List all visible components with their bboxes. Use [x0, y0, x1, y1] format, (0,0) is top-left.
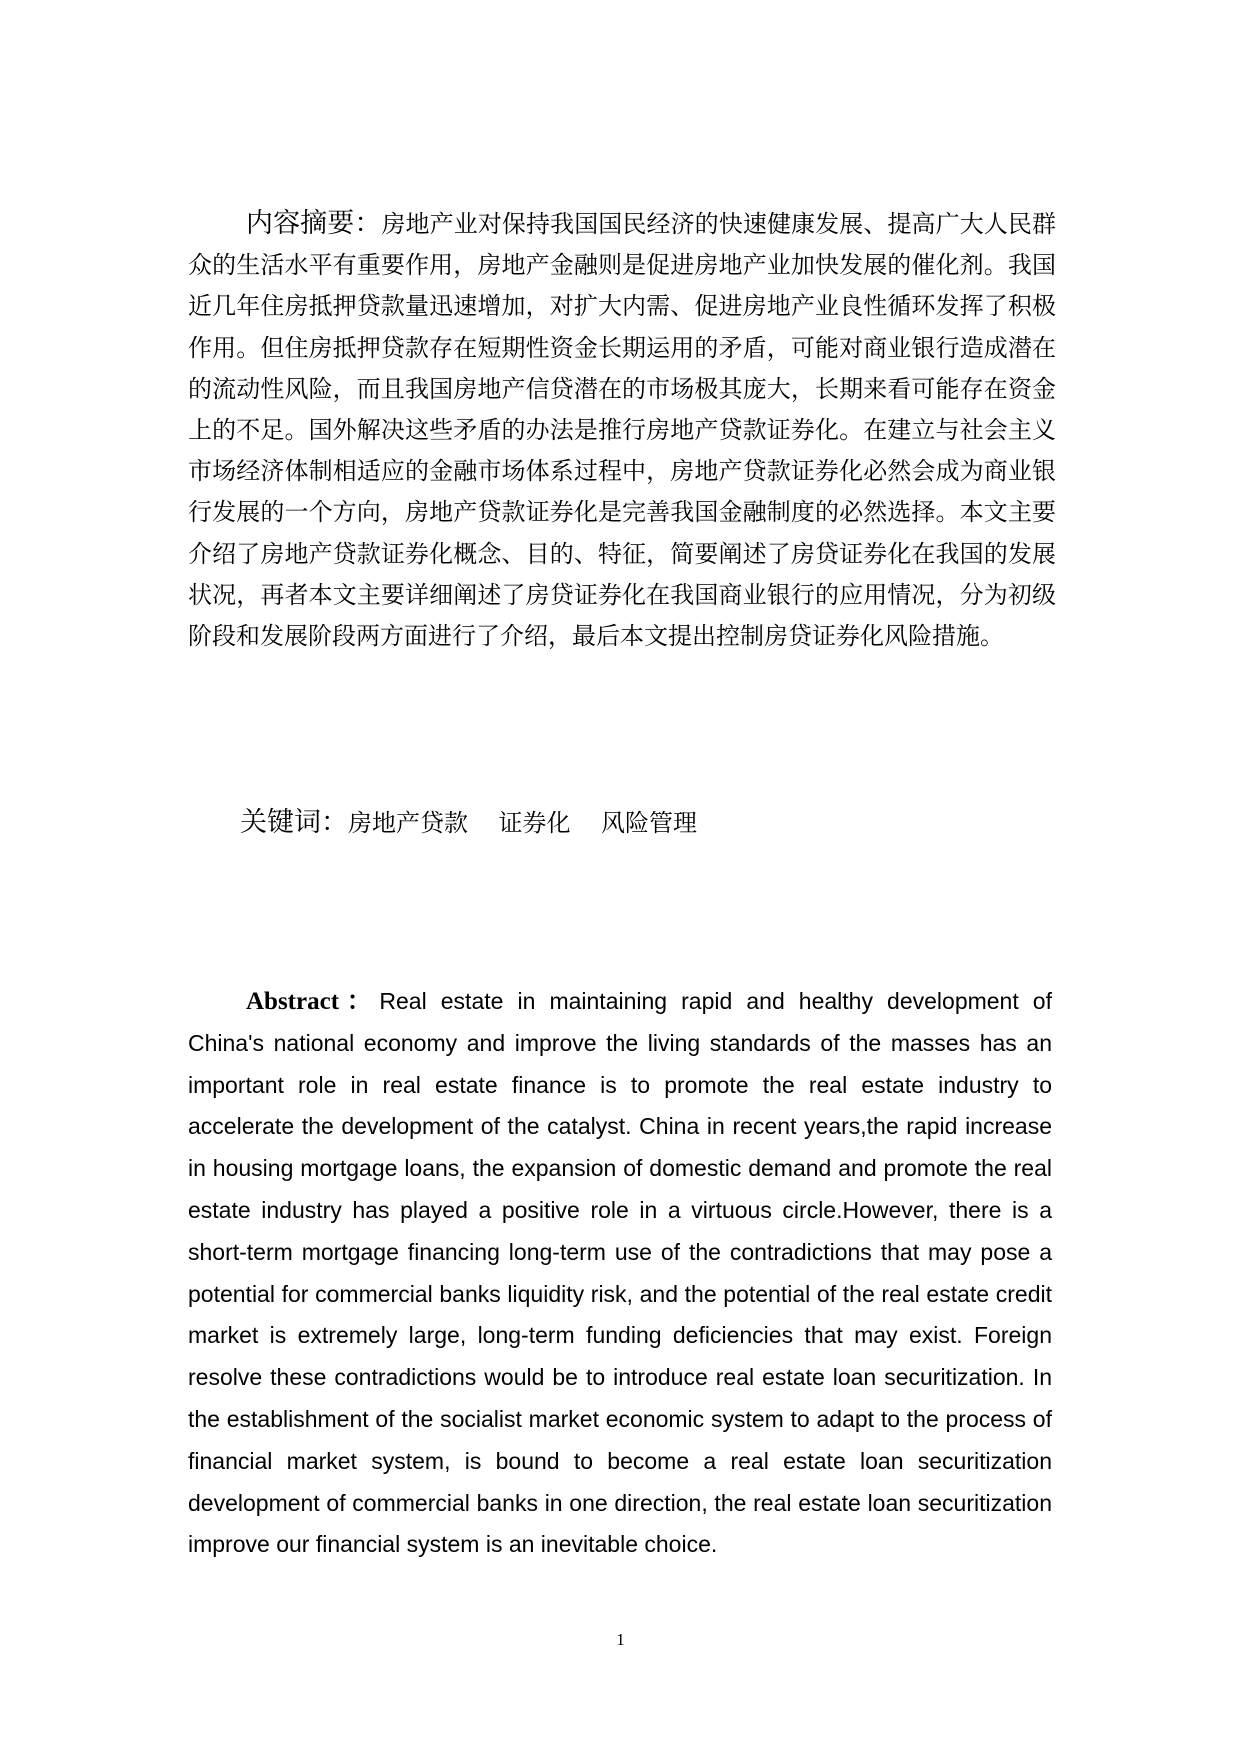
chinese-abstract — [188, 203, 1056, 657]
chinese-keywords-text: 房地产贷款 证券化 风险管理 — [348, 809, 698, 837]
chinese-abstract-label: 内容摘要： — [246, 208, 382, 239]
english-abstract-label: Abstract： — [246, 988, 380, 1015]
english-abstract-text: Real estate in maintaining rapid and healthy development of China's national economy and improve the living standards of the masses has an important role in real estate finance is to promote the real estate industry to accelerate the development of the catalyst. China in recent years,the rapid increase in housing mortgage loans, the expansion of domestic demand and promote the real estate industry has played a positive role in a virtuous circle.However, there is a short-term mortgage financing long-term use of the contradictions that may pose a potential for commercial banks liquidity risk, and the potential of the real estate credit market is extremely large, long-term funding deficiencies that may exist. Foreign resolve these contradictions would be to introduce real estate loan securitization. In the establishment of the socialist market economic system to adapt to the process of financial market system, is bound to become a real estate loan securitization development of commercial banks in one direction, the real estate loan securitization improve our financial system is an inevitable choice. — [188, 988, 1052, 1558]
english-abstract — [188, 981, 1052, 1566]
page-number: 1 — [616, 1630, 625, 1649]
chinese-keywords-label: 关键词： — [240, 807, 348, 838]
chinese-keywords — [188, 802, 1056, 844]
chinese-abstract-text: 房地产业对保持我国国民经济的快速健康发展、提高广大人民群众的生活水平有重要作用，房地产金融则是促进房地产业加快发展的催化剂。我国近几年住房抵押贷款量迅速增加，对扩大内需、促进房地产业良性循环发挥了积极作用。但住房抵押贷款存在短期性资金长期运用的矛盾，可能对商业银行造成潜在的流动性风险，而且我国房地产信贷潜在的市场极其庞大，长期来看可能存在资金上的不足。国外解决这些矛盾的办法是推行房地产贷款证券化。在建立与社会主义市场经济体制相适应的金融市场体系过程中，房地产贷款证券化必然会成为商业银行发展的一个方向，房地产贷款证券化是完善我国金融制度的必然选择。本文主要介绍了房地产贷款证券化概念、目的、特征，简要阐述了房贷证券化在我国的发展状况，再者本文主要详细阐述了房贷证券化在我国商业银行的应用情况，分为初级阶段和发展阶段两方面进行了介绍，最后本文提出控制房贷证券化风险措施。 — [188, 210, 1056, 651]
